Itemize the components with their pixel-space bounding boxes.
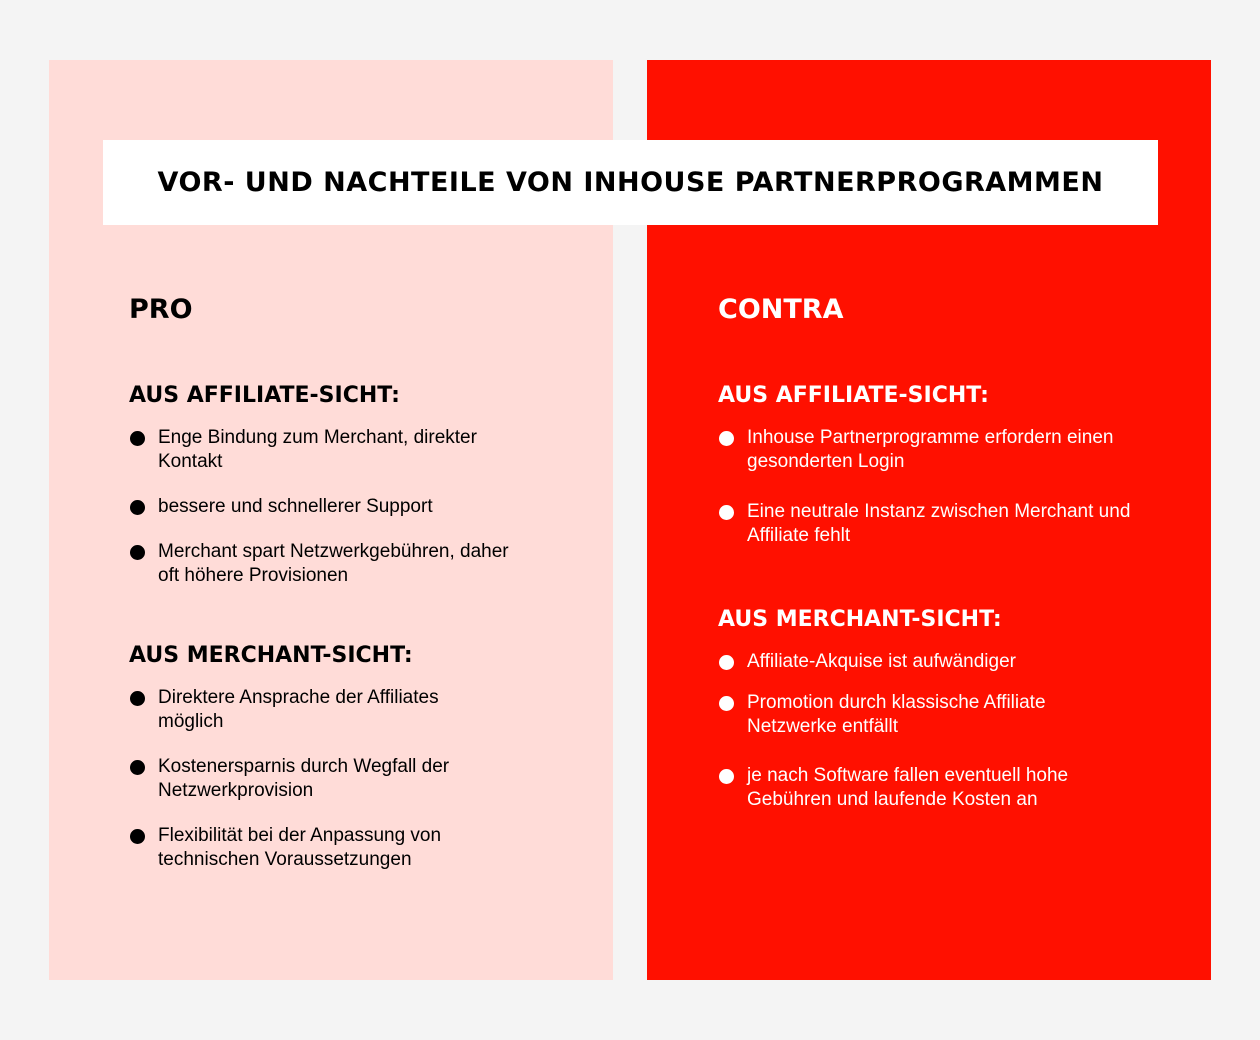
bullet-icon [719, 655, 734, 670]
bullet-icon [130, 829, 145, 844]
list-item-text: Kostenersparnis durch Wegfall der Netzwerkprovision [158, 756, 450, 801]
bullet-icon [719, 696, 734, 711]
bullet-icon [130, 431, 145, 446]
list-item [129, 540, 518, 588]
contra-column [718, 293, 1138, 812]
list-item-text: Enge Bindung zum Merchant, direkter Kontakt [158, 427, 477, 472]
list-item-text: Flexibilität bei der Anpassung von technischen Voraussetzungen [158, 825, 442, 870]
pro-affiliate-heading: AUS AFFILIATE-SICHT: [129, 383, 400, 408]
list-item-text: bessere und schnellerer Support [158, 496, 433, 517]
list-item [129, 495, 549, 519]
list-item-text: Direktere Ansprache der Affiliates möglich [158, 687, 439, 732]
list-item [718, 500, 1147, 548]
bullet-icon [130, 760, 145, 775]
list-item [129, 686, 508, 734]
list-item [718, 691, 1097, 739]
list-item-text: Affiliate-Akquise ist aufwändiger [747, 651, 1016, 672]
bullet-icon [719, 769, 734, 784]
contra-merchant-heading: AUS MERCHANT-SICHT: [718, 607, 1002, 632]
title-box [103, 140, 1158, 225]
list-item-text: Merchant spart Netzwerkgebühren, daher oft höhere Provisionen [158, 541, 509, 586]
list-item-text: Eine neutrale Instanz zwischen Merchant und Affiliate fehlt [747, 501, 1131, 546]
bullet-icon [130, 500, 145, 515]
list-item [129, 824, 508, 872]
pro-heading: PRO [129, 294, 193, 325]
contra-heading: CONTRA [718, 294, 844, 325]
pro-column [129, 293, 549, 872]
pro-affiliate-list [129, 426, 549, 588]
bullet-icon [719, 505, 734, 520]
list-item-text: je nach Software fallen eventuell hohe Gebühren und laufende Kosten an [747, 765, 1069, 810]
list-item-text: Inhouse Partnerprogramme erfordern einen gesonderten Login [747, 427, 1114, 472]
bullet-icon [719, 431, 734, 446]
pro-merchant-list [129, 686, 549, 872]
contra-affiliate-list [718, 426, 1138, 548]
page-title: VOR- UND NACHTEILE VON INHOUSE PARTNERPROGRAMMEN [157, 167, 1104, 198]
pro-merchant-heading: AUS MERCHANT-SICHT: [129, 643, 413, 668]
list-item [718, 764, 1127, 812]
list-item [129, 426, 518, 474]
bullet-icon [130, 545, 145, 560]
contra-merchant-list [718, 650, 1138, 812]
contra-affiliate-heading: AUS AFFILIATE-SICHT: [718, 383, 989, 408]
bullet-icon [130, 691, 145, 706]
list-item [718, 650, 1147, 674]
list-item [129, 755, 508, 803]
list-item [718, 426, 1127, 474]
list-item-text: Promotion durch klassische Affiliate Netzwerke entfällt [747, 692, 1046, 737]
